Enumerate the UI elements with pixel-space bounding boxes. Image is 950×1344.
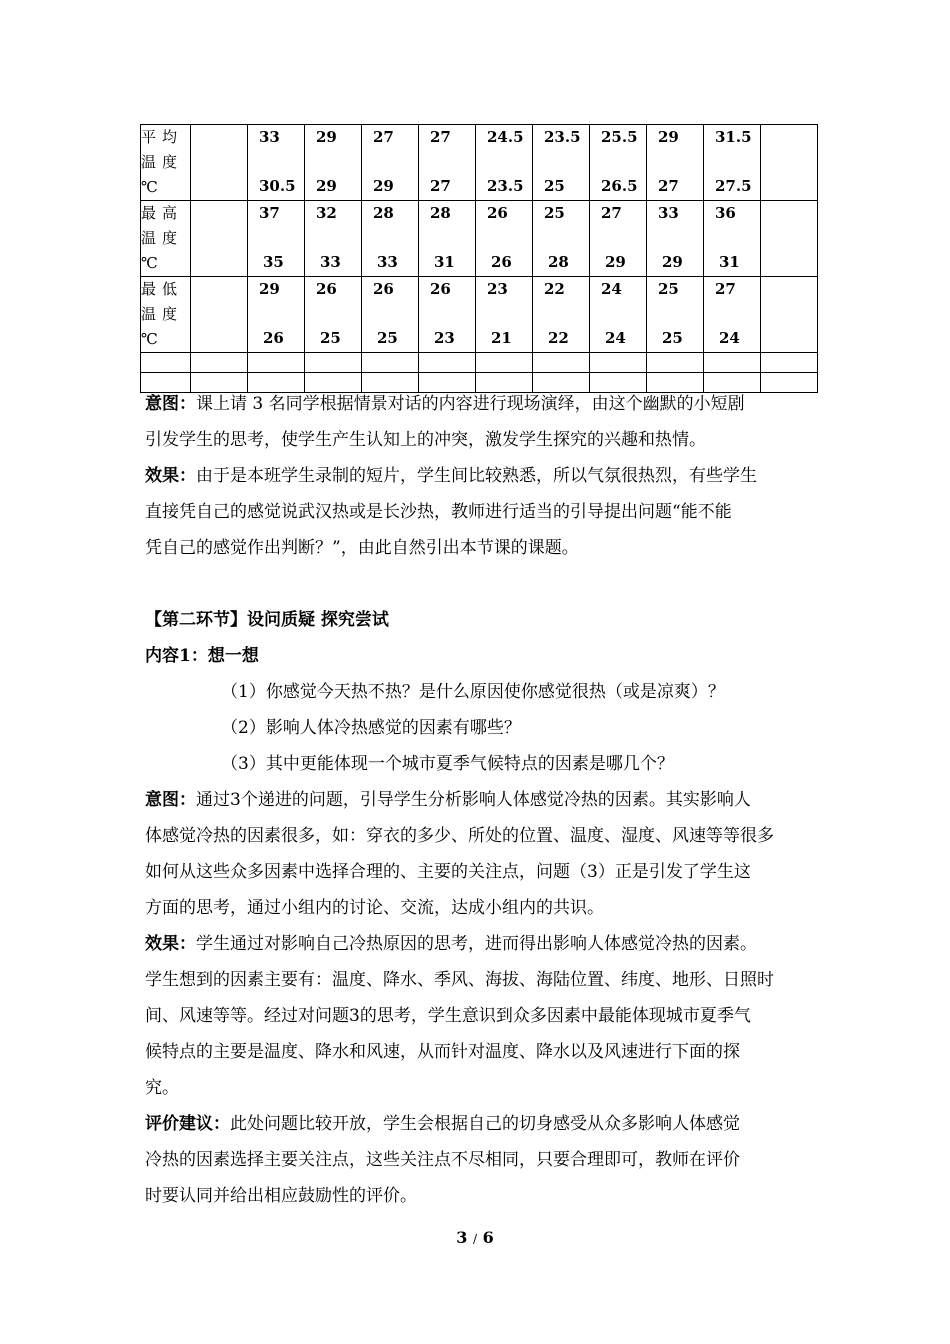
cell-value-top: 23: [487, 280, 508, 298]
cell-value-bottom: 26.5: [601, 177, 638, 195]
cell-value-bottom: 21: [491, 329, 512, 347]
table-cell: [419, 277, 476, 353]
cell-value-top: 33: [259, 128, 280, 146]
table-cell: [362, 277, 419, 353]
table-cell: [476, 277, 533, 353]
cell-value-bottom: 22: [548, 329, 569, 347]
cell-value-top: 27: [430, 128, 451, 146]
evaluation-label: 评价建议：: [145, 1114, 230, 1134]
intent-paragraph-1: 意图：课上请 3 名同学根据情景对话的内容进行现场演绎，由这个幽默的小短剧 引发学生的思考，使学生产生认知上的冲突，激发学生探究的兴趣和热情。: [145, 394, 745, 450]
question-2: （2）影响人体冷热感觉的因素有哪些？: [221, 718, 521, 738]
empty-cell: [141, 353, 191, 373]
table-cell: [590, 201, 647, 277]
empty-cell: [191, 353, 248, 373]
table-cell: [476, 201, 533, 277]
cell-value-bottom: 31: [434, 253, 455, 271]
table-cell: [248, 125, 305, 201]
empty-cell: [248, 353, 305, 373]
empty-cell: [761, 353, 818, 373]
cell-value-bottom: 33: [377, 253, 398, 271]
row-label: 最低 温度 ℃: [141, 277, 191, 353]
cell-value-bottom: 26: [263, 329, 284, 347]
row-label: 最高 温度 ℃: [141, 201, 191, 277]
table-row: [141, 125, 818, 201]
cell-value-top: 27: [601, 204, 622, 222]
cell-value-top: 22: [544, 280, 565, 298]
cell-value-bottom: 35: [263, 253, 284, 271]
intent-label: 意图：: [145, 790, 196, 810]
question-3: （3）其中更能体现一个城市夏季气候特点的因素是哪几个？: [221, 754, 674, 774]
table-cell: [704, 125, 761, 201]
cell-value-bottom: 27: [430, 177, 451, 195]
empty-cell: [761, 277, 818, 353]
empty-cell: [191, 201, 248, 277]
table-cell: [419, 125, 476, 201]
table-cell: [248, 201, 305, 277]
cell-value-bottom: 25: [377, 329, 398, 347]
cell-value-top: 25: [658, 280, 679, 298]
cell-value-bottom: 27.5: [715, 177, 752, 195]
cell-value-bottom: 29: [316, 177, 337, 195]
cell-value-top: 29: [658, 128, 679, 146]
empty-cell: [305, 353, 362, 373]
section-heading: 【第二环节】设问质疑 探究尝试: [145, 610, 389, 630]
temperature-table: [140, 124, 818, 393]
table-cell: [704, 201, 761, 277]
evaluation-paragraph: 评价建议：此处问题比较开放，学生会根据自己的切身感受从众多影响人体感觉 冷热的因素选择主要关注点，这些关注点不尽相同，只要合理即可，教师在评价 时要认同并给出相应鼓励性的评价。: [145, 1114, 740, 1206]
cell-value-bottom: 29: [373, 177, 394, 195]
cell-value-top: 24: [601, 280, 622, 298]
table-cell: [362, 201, 419, 277]
cell-value-bottom: 23.5: [487, 177, 524, 195]
page-number: 3 / 6: [456, 1228, 494, 1247]
table-cell: [305, 201, 362, 277]
cell-value-bottom: 24: [719, 329, 740, 347]
table-cell: [248, 277, 305, 353]
table-cell: [305, 277, 362, 353]
table-cell: [533, 201, 590, 277]
question-1: （1）你感觉今天热不热？是什么原因使你感觉很热（或是凉爽）？: [221, 682, 725, 702]
effect-paragraph-2: 效果：学生通过对影响自己冷热原因的思考，进而得出影响人体感觉冷热的因素。 学生想到的因素主要有：温度、降水、季风、海拔、海陆位置、纬度、地形、日照时 间、风速等等。经过对问题3的思考，学生意识到众多因素中最能体现城市夏季气 候特点的主要是温度、降水和风速，从而针对温度、降水以及风速进行下面的探 究。: [145, 934, 774, 1098]
cell-value-bottom: 25: [320, 329, 341, 347]
effect-paragraph-1: 效果：由于是本班学生录制的短片，学生间比较熟悉，所以气氛很热烈，有些学生 直接凭自己的感觉说武汉热或是长沙热，教师进行适当的引导提出问题“能不能 凭自己的感觉作出判断？”，由此自然引出本节课的课题。: [145, 466, 757, 558]
cell-value-top: 27: [373, 128, 394, 146]
question-list: [145, 674, 901, 782]
empty-cell: [647, 353, 704, 373]
cell-value-top: 28: [373, 204, 394, 222]
empty-cell: [362, 353, 419, 373]
cell-value-top: 29: [316, 128, 337, 146]
cell-value-top: 36: [715, 204, 736, 222]
cell-value-top: 29: [259, 280, 280, 298]
empty-cell: [761, 201, 818, 277]
cell-value-top: 26: [316, 280, 337, 298]
cell-value-bottom: 29: [662, 253, 683, 271]
cell-value-top: 33: [658, 204, 679, 222]
empty-row: [141, 353, 818, 373]
empty-cell: [419, 353, 476, 373]
intent-paragraph-2: 意图：通过3个递进的问题，引导学生分析影响人体感觉冷热的因素。其实影响人 体感觉冷热的因素很多，如：穿衣的多少、所处的位置、温度、湿度、风速等等很多 如何从这些众多因素中选择合理的、主要的关注点，问题（3）正是引发了学生这 方面的思考，通过小组内的讨论、交流，达成小组内的共识。: [145, 790, 774, 918]
table-cell: [647, 277, 704, 353]
cell-value-bottom: 26: [491, 253, 512, 271]
cell-value-top: 26: [373, 280, 394, 298]
cell-value-bottom: 24: [605, 329, 626, 347]
table-cell: [590, 277, 647, 353]
row-label: 平均 温度 ℃: [141, 125, 191, 201]
table-cell: [647, 201, 704, 277]
table-cell: [476, 125, 533, 201]
cell-value-bottom: 28: [548, 253, 569, 271]
empty-cell: [476, 353, 533, 373]
cell-value-bottom: 33: [320, 253, 341, 271]
cell-value-top: 24.5: [487, 128, 524, 146]
content-title: 内容1：想一想: [145, 646, 259, 666]
table-cell: [419, 201, 476, 277]
empty-cell: [761, 125, 818, 201]
cell-value-bottom: 29: [605, 253, 626, 271]
empty-cell: [191, 277, 248, 353]
cell-value-top: 28: [430, 204, 451, 222]
table-cell: [590, 125, 647, 201]
table-row: [141, 201, 818, 277]
cell-value-bottom: 27: [658, 177, 679, 195]
empty-cell: [704, 353, 761, 373]
cell-value-top: 37: [259, 204, 280, 222]
cell-value-top: 32: [316, 204, 337, 222]
cell-value-top: 25: [544, 204, 565, 222]
intent-label: 意图：: [145, 394, 196, 414]
table-cell: [362, 125, 419, 201]
table-cell: [305, 125, 362, 201]
cell-value-top: 26: [487, 204, 508, 222]
cell-value-bottom: 25: [544, 177, 565, 195]
empty-cell: [590, 353, 647, 373]
cell-value-bottom: 25: [662, 329, 683, 347]
cell-value-top: 31.5: [715, 128, 752, 146]
table-cell: [533, 277, 590, 353]
effect-label: 效果：: [145, 466, 196, 486]
cell-value-bottom: 30.5: [259, 177, 296, 195]
table-cell: [704, 277, 761, 353]
table-row: [141, 277, 818, 353]
cell-value-bottom: 31: [719, 253, 740, 271]
cell-value-top: 25.5: [601, 128, 638, 146]
table-cell: [647, 125, 704, 201]
empty-cell: [191, 125, 248, 201]
cell-value-bottom: 23: [434, 329, 455, 347]
empty-cell: [533, 353, 590, 373]
cell-value-top: 26: [430, 280, 451, 298]
effect-label: 效果：: [145, 934, 196, 954]
table-cell: [533, 125, 590, 201]
cell-value-top: 23.5: [544, 128, 581, 146]
cell-value-top: 27: [715, 280, 736, 298]
